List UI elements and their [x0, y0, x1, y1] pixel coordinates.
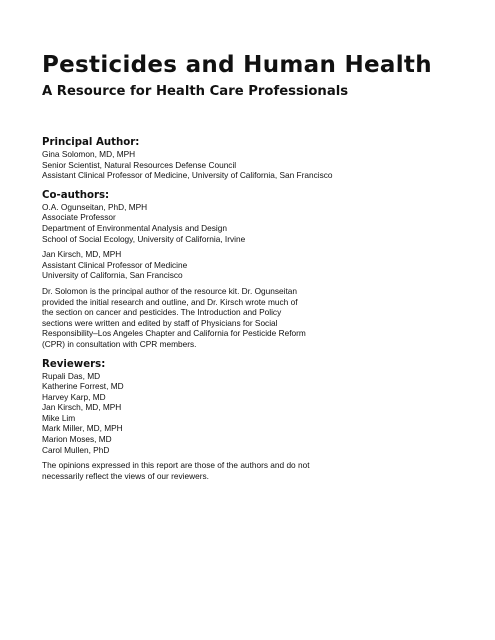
page-subtitle: A Resource for Health Care Professionals	[42, 84, 349, 99]
coauthor-name: Jan Kirsch, MD, MPH	[42, 249, 122, 260]
coauthor-school: School of Social Ecology, University of California, Irvine	[42, 233, 246, 244]
reviewer-name: Mark Miller, MD, MPH	[42, 423, 123, 434]
reviewer-name: Mike Lim	[42, 412, 76, 423]
principal-author-name: Gina Solomon, MD, MPH	[42, 149, 136, 159]
coauthor-department: Department of Environmental Analysis and Design	[42, 222, 227, 233]
document-content	[42, 50, 462, 481]
reviewer-disclaimer: The opinions expressed in this report are those of the authors and do not necessarily reflect the views of our reviewers.	[42, 460, 310, 481]
reviewer-name: Marion Moses, MD	[42, 434, 112, 445]
reviewer-name: Carol Mullen, PhD	[42, 444, 110, 455]
coauthor-name: O.A. Ogunseitan, PhD, MPH	[42, 201, 148, 212]
coauthor-title: Associate Professor	[42, 212, 116, 223]
reviewer-name: Jan Kirsch, MD, MPH	[42, 402, 122, 413]
coauthors-heading: Co-authors:	[42, 189, 110, 201]
reviewer-name: Harvey Karp, MD	[42, 391, 106, 402]
principal-author-title: Senior Scientist, Natural Resources Defense Council	[42, 159, 237, 170]
coauthor-affiliation: University of California, San Francisco	[42, 270, 183, 281]
coauthors-section	[42, 189, 462, 350]
page-title: Pesticides and Human Health	[42, 52, 432, 78]
principal-author-affiliation: Assistant Clinical Professor of Medicine, University of California, San Francisco	[42, 170, 333, 181]
authorship-note: Dr. Solomon is the principal author of the resource kit. Dr. Ogunseitan provided the initial research and outline, and Dr. Kirsch wrote much of the section on cancer and pesticides. The Introduction and Policy sections were written and edited by staff of Physicians for Social Responsibility–Los Angeles Chapter and California for Pesticide Reform (CPR) in consultation with CPR members.	[42, 285, 306, 349]
reviewers-section	[42, 358, 462, 482]
reviewer-name: Rupali Das, MD	[42, 370, 101, 381]
reviewer-name: Katherine Forrest, MD	[42, 381, 124, 392]
coauthor-title: Assistant Clinical Professor of Medicine	[42, 259, 188, 270]
principal-author-heading: Principal Author:	[42, 137, 140, 148]
reviewers-heading: Reviewers:	[42, 358, 106, 370]
principal-author-section	[42, 136, 462, 181]
